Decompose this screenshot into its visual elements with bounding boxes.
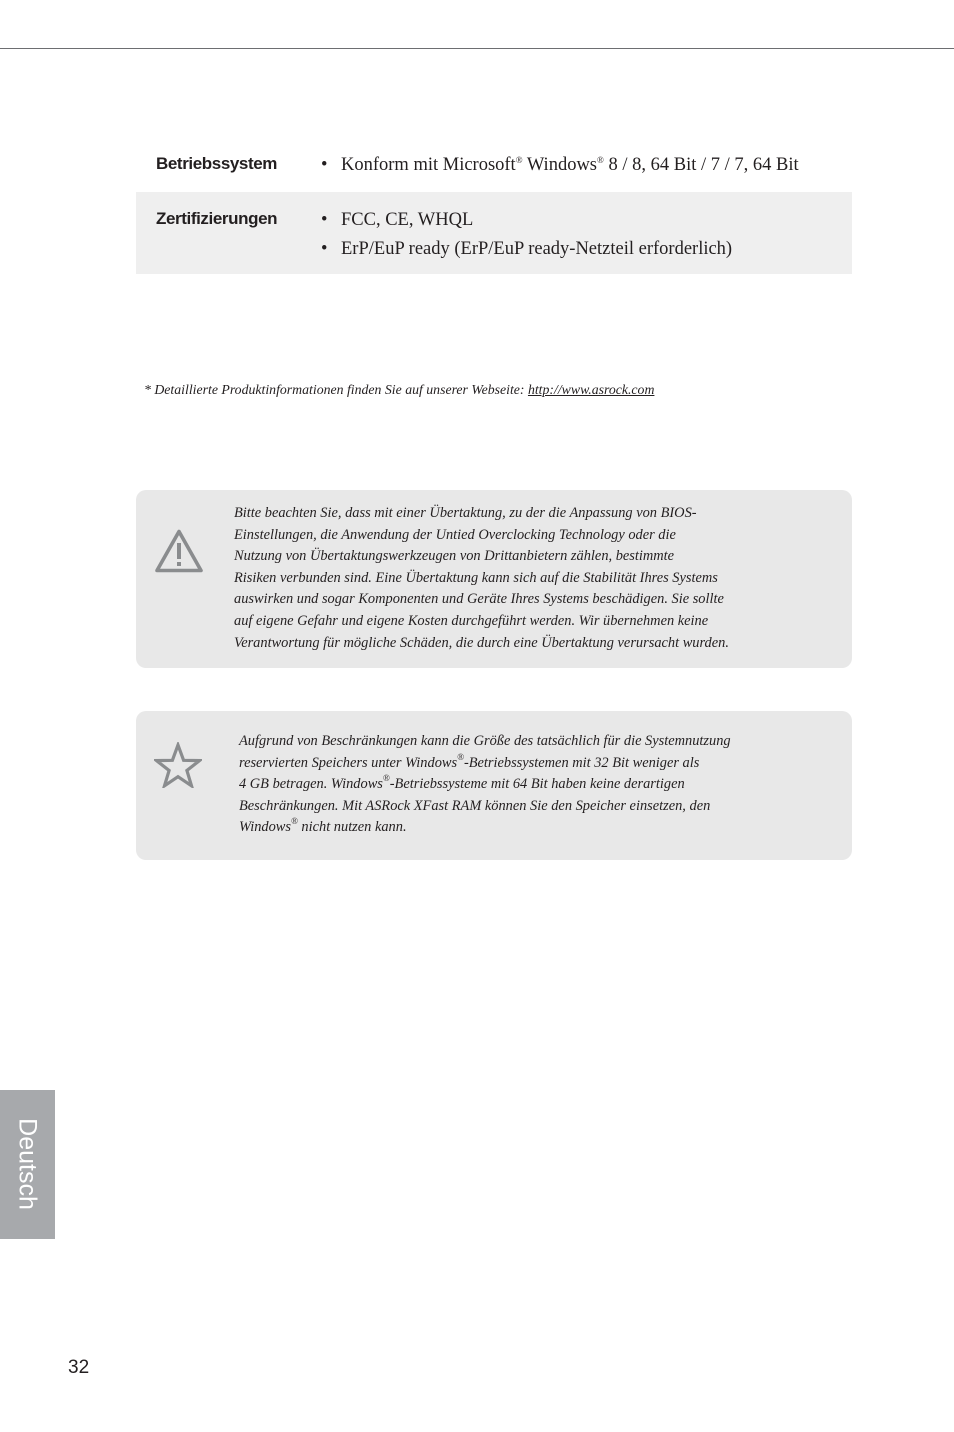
registered-mark: ® — [515, 155, 523, 165]
note-line: Verantwortung für mögliche Schäden, die durch eine Übertaktung verursacht wurden. — [234, 634, 729, 651]
registered-mark: ® — [457, 751, 464, 762]
note-line: Beschränkungen. Mit ASRock XFast RAM können Sie den Speicher einsetzen, den — [239, 797, 711, 814]
footnote-text: * Detaillierte Produktinformationen finden Sie auf unserer Webseite: — [144, 382, 528, 397]
star-icon — [154, 742, 202, 793]
spec-row-operating-system — [136, 138, 852, 192]
note-line: auf eigene Gefahr und eigene Kosten durchgeführt werden. Wir übernehmen keine — [234, 612, 709, 629]
spec-label: Zertifizierungen — [156, 209, 278, 228]
note-line: Bitte beachten Sie, dass mit einer Übertaktung, zu der die Anpassung von BIOS- — [234, 505, 697, 521]
info-text — [239, 731, 731, 839]
spec-value: • Konform mit Microsoft® Windows® 8 / 8, 64 Bit / 7 / 7, 64 Bit — [321, 151, 799, 180]
memory-info-box — [136, 711, 852, 860]
warning-triangle-icon — [154, 528, 204, 579]
note-line: auswirken und sogar Komponenten und Geräte Ihres Systems beschädigen. Sie sollte — [234, 591, 724, 608]
website-link[interactable]: http://www.asrock.com — [527, 382, 655, 397]
spec-values — [321, 206, 732, 264]
spec-value: • ErP/EuP ready (ErP/EuP ready-Netzteil erforderlich) — [321, 235, 732, 264]
registered-mark: ® — [597, 155, 604, 165]
warning-text — [234, 503, 729, 654]
footnote — [144, 380, 654, 400]
spec-values — [321, 151, 799, 180]
spec-row-certifications — [136, 192, 852, 274]
note-line: Einstellungen, die Anwendung der Untied Overclocking Technology oder die — [234, 526, 676, 543]
note-line: Nutzung von Übertaktungswerkzeugen von Drittanbietern zählen, bestimmte — [234, 548, 675, 565]
spec-value: • FCC, CE, WHQL — [321, 206, 732, 235]
note-line: 4 GB betragen. Windows®-Betriebssysteme mit 64 Bit haben keine derartigen — [239, 773, 685, 793]
registered-mark: ® — [382, 773, 390, 784]
spec-table — [136, 138, 852, 274]
header-rule — [0, 48, 954, 49]
note-line: Risiken verbunden sind. Eine Übertaktung kann sich auf die Stabilität Ihres Systems — [234, 569, 718, 586]
registered-mark: ® — [290, 816, 298, 827]
note-line: Aufgrund von Beschränkungen kann die Größe des tatsächlich für die Systemnutzung — [239, 733, 731, 749]
language-tab-label: Deutsch — [13, 1118, 42, 1210]
spec-label: Betriebssystem — [156, 154, 278, 173]
note-line: Windows® nicht nutzen kann. — [239, 816, 407, 836]
overclocking-warning-box — [136, 490, 852, 668]
language-tab — [0, 1090, 55, 1239]
note-line: reservierten Speichers unter Windows®-Betriebssystemen mit 32 Bit weniger als — [239, 751, 700, 771]
page-number: 32 — [68, 1357, 90, 1378]
